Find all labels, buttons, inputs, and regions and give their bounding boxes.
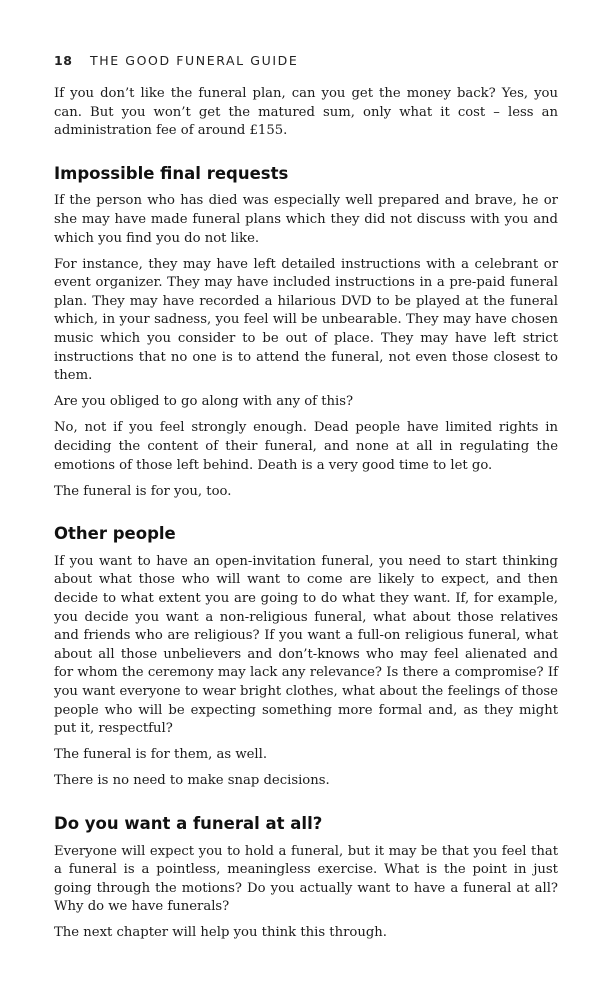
body-paragraph: The next chapter will help you think this through. [54,925,387,941]
body-paragraph: If the person who has died was especially well prepared and brave, he or she may have made funeral plans which they did not discuss with you and which you find you do not like. [54,193,558,246]
intro-paragraph: If you don’t like the funeral plan, can you get the money back? Yes, you can. But you won’t get the matured sum, only what it cost – less an administration fee of around £155. [54,86,558,139]
page-header [54,53,298,68]
body-paragraph: For instance, they may have left detailed instructions with a celebrant or event organizer. They may have included instructions in a pre-paid funeral plan. They may have recorded a hilarious DVD to be played at the funeral which, in your sadness, you feel will be unbearable. They may have chosen music which you consider to be out of place. They may have left strict instructions that no one is to attend the funeral, not even those closest to them. [54,256,558,384]
body-paragraph: There is no need to make snap decisions. [54,773,330,789]
running-title: THE GOOD FUNERAL GUIDE [89,53,299,68]
section-heading-funeral-at-all: Do you want a funeral at all? [54,814,323,833]
body-paragraph: Are you obliged to go along with any of this? [54,394,354,410]
body-paragraph: If you want to have an open-invitation funeral, you need to start thinking about what those who will want to come are likely to expect, and then decide to what extent you are going to do what they want. If, for example, you decide you want a non-religious funeral, what about those relatives and friends who are religious? If you want a full-on religious funeral, what about all those unbelievers and don’t-knows who may feel alienated and for whom the ceremony may lack any relevance? Is there a compromise? If you want everyone to wear bright clothes, what about the feelings of those people who will be expecting something more formal and, as they might put it, respectful? [54,553,558,737]
body-paragraph: Everyone will expect you to hold a funeral, but it may be that you feel that a funeral is a pointless, meaningless exercise. What is the point in just going through the motions? Do you actually want to have a funeral at all? Why do we have funerals? [54,843,558,915]
body-paragraph: No, not if you feel strongly enough. Dead people have limited rights in deciding the content of their funeral, and none at all in regulating the emotions of those left behind. Death is a very good time to let go. [54,420,558,473]
page-body [54,85,558,951]
page-number: 18 [54,53,73,68]
section-heading-other-people: Other people [54,524,176,544]
body-paragraph: The funeral is for them, as well. [54,747,268,763]
section-heading-final-requests: Impossible final requests [54,163,289,183]
body-paragraph: The funeral is for you, too. [54,483,232,499]
